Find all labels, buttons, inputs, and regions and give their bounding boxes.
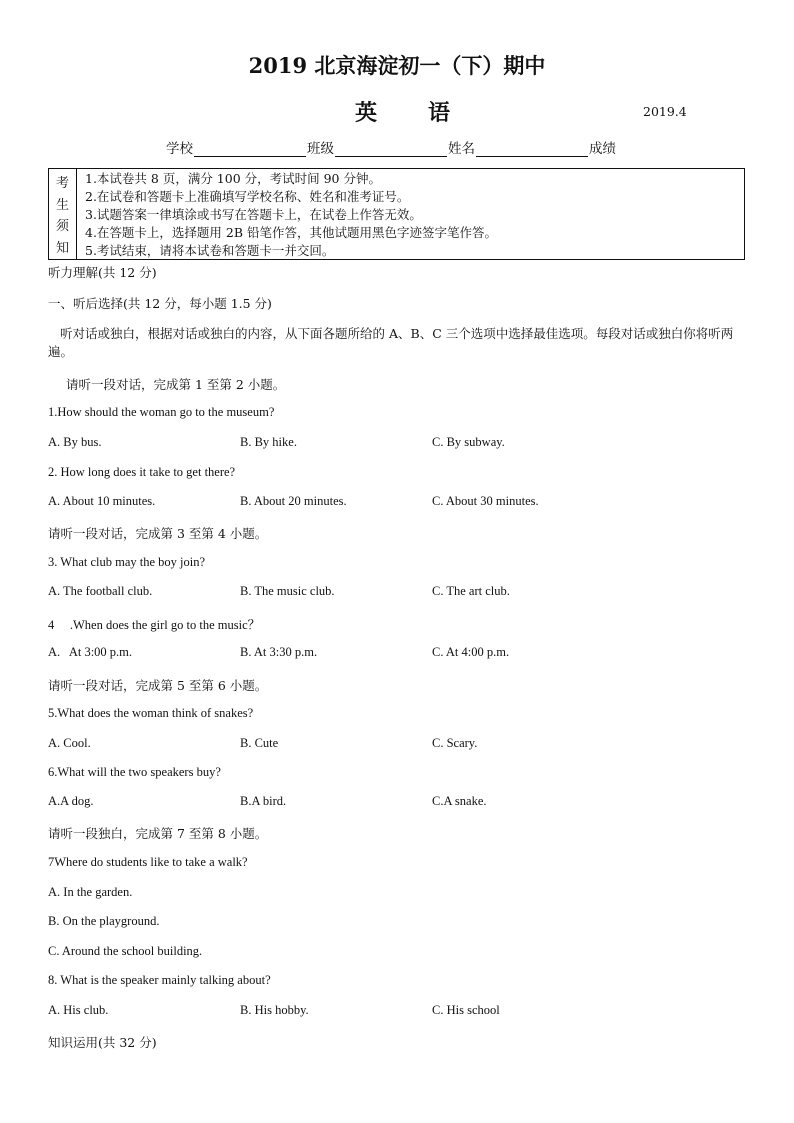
question-4: 4 .When does the girl go to the music？ [48,618,261,632]
question-6: 6.What will the two speakers buy? [48,765,221,779]
q4-option-a[interactable]: A. At 3:00 p.m. [48,645,133,659]
q8-option-c[interactable]: C. His school [432,1003,500,1017]
q2-option-c[interactable]: C. About 30 minutes. [432,494,539,508]
q7-option-a[interactable]: A. In the garden. [48,885,133,899]
notice-line: 5.考试结束，请将本试卷和答题卡一并交回。 [85,243,335,258]
student-info-line [166,137,616,157]
notice-heading-char: 考 [55,176,69,192]
q8-option-b[interactable]: B. His hobby. [240,1003,309,1017]
notice-line: 3.试题答案一律填涂或书写在答题卡上，在试卷上作答无效。 [85,207,422,222]
class-label: 班级 [307,141,334,157]
score-label: 成绩 [589,141,616,157]
notice-line: 2.在试卷和答题卡上准确填写学校名称、姓名和准考证号。 [85,189,410,204]
question-7: 7Where do students like to take a walk? [48,855,248,869]
q4-option-c[interactable]: C. At 4:00 p.m. [432,645,510,659]
q5-option-b[interactable]: B. Cute [240,736,279,750]
q4-option-b[interactable]: B. At 3:30 p.m. [240,645,318,659]
section-knowledge-heading: 知识运用(共 32 分) [48,1035,157,1050]
name-label: 姓名 [448,141,475,157]
q1-option-b[interactable]: B. By hike. [240,435,297,449]
q1-option-a[interactable]: A. By bus. [48,435,102,449]
q1-option-c[interactable]: C. By subway. [432,435,505,449]
q8-option-a[interactable]: A. His club. [48,1003,109,1017]
notice-heading-char: 知 [55,240,69,256]
notice-lines [85,170,497,260]
direction-3: 请听一段对话，完成第 5 至第 6 小题。 [48,678,268,693]
q5-option-a[interactable]: A. Cool. [48,736,91,750]
name-blank[interactable] [476,142,588,157]
exam-date: 2019.4 [643,104,687,119]
direction-1: 请听一段对话，完成第 1 至第 2 小题。 [66,377,286,392]
q3-option-c[interactable]: C. The art club. [432,584,510,598]
question-5: 5.What does the woman think of snakes? [48,706,254,720]
subject-char-2: 语 [428,100,451,126]
section-listening-heading: 听力理解(共 12 分) [48,265,157,280]
notice-heading-char: 生 [55,197,69,213]
exam-notice-box [48,168,745,260]
question-3: 3. What club may the boy join? [48,555,206,569]
exam-title: 2019 北京海淀初一（下）期中 [248,53,546,78]
notice-heading [49,169,77,259]
notice-heading-char: 须 [55,219,69,235]
q6-option-b[interactable]: B.A bird. [240,794,287,808]
question-8: 8. What is the speaker mainly talking about? [48,973,271,987]
subject-char-1: 英 [355,100,378,126]
q7-option-b[interactable]: B. On the playground. [48,914,160,928]
direction-2: 请听一段对话，完成第 3 至第 4 小题。 [48,526,268,541]
question-2: 2. How long does it take to get there? [48,465,236,479]
direction-4: 请听一段独白，完成第 7 至第 8 小题。 [48,826,268,841]
q3-option-b[interactable]: B. The music club. [240,584,335,598]
q6-option-a[interactable]: A.A dog. [48,794,94,808]
q6-option-c[interactable]: C.A snake. [432,794,487,808]
notice-line: 1.本试卷共 8 页，满分 100 分，考试时间 90 分钟。 [85,171,381,186]
notice-line: 4.在答题卡上，选择题用 2B 铅笔作答，其他试题用黑色字迹签字笔作答。 [85,225,498,240]
part1-title: 一、听后选择(共 12 分，每小题 1.5 分) [48,296,272,311]
part1-instructions: 听对话或独白，根据对话或独白的内容，从下面各题所给的 A、B、C 三个选项中选择最佳选项。每段对话或独白你将听两遍。 [48,326,734,359]
question-1: 1.How should the woman go to the museum? [48,405,275,419]
school-blank[interactable] [194,142,306,157]
q5-option-c[interactable]: C. Scary. [432,736,478,750]
school-label: 学校 [166,141,193,157]
q2-option-a[interactable]: A. About 10 minutes. [48,494,156,508]
q7-option-c[interactable]: C. Around the school building. [48,944,203,958]
q2-option-b[interactable]: B. About 20 minutes. [240,494,347,508]
q3-option-a[interactable]: A. The football club. [48,584,153,598]
class-blank[interactable] [335,142,447,157]
